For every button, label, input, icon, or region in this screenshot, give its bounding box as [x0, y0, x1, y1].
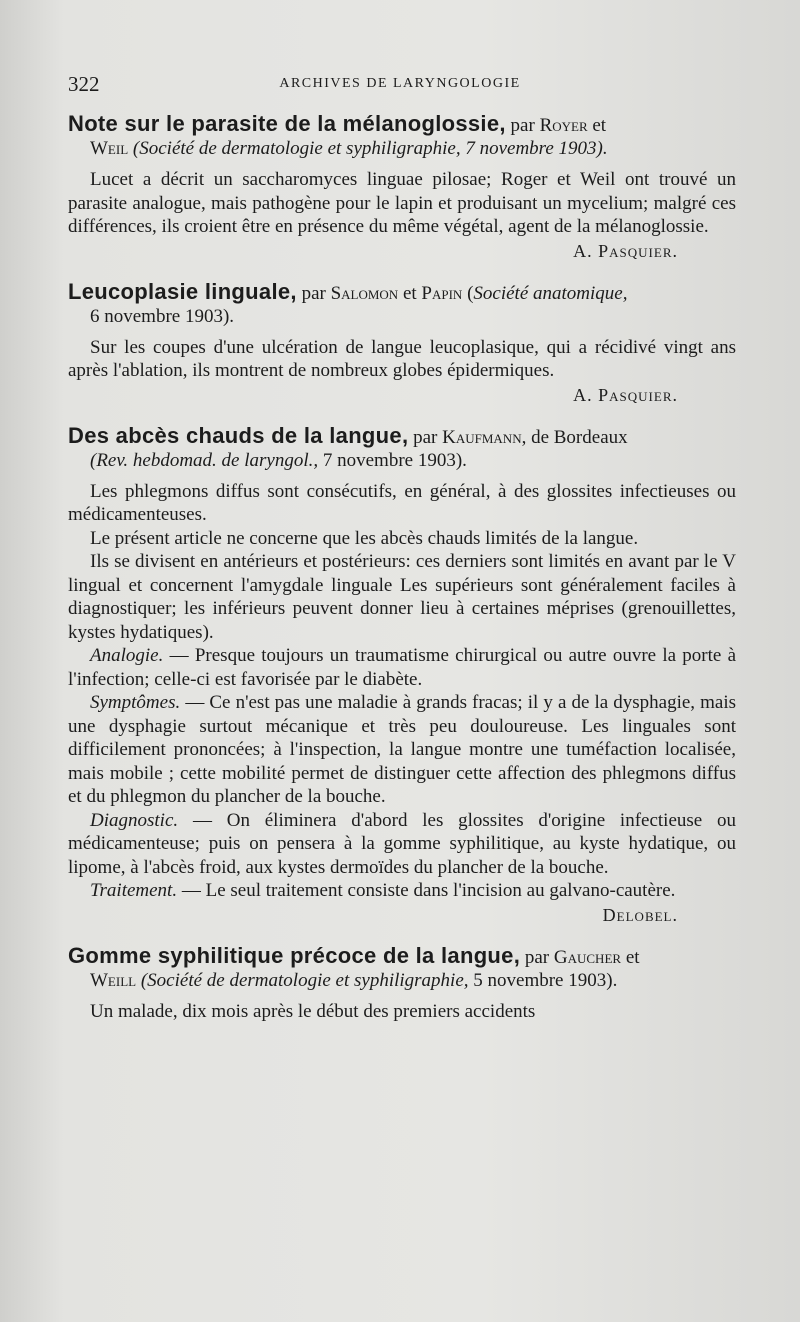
section-text: — Ce n'est pas une maladie à grands fracas; il y a de la dysphagie, mais une dysphagie surtout mécanique et très peu douloureuse. Les linguales sont difficilement prononcées; à l'inspection, la langue montre une tuméfaction localisée, mais mobile ; cette mobilité permet de distinguer cette affection des phlegmons diffus et du phlegmon du plancher de la bouche.	[68, 692, 736, 807]
article-abces-chauds	[68, 424, 736, 926]
article-leucoplasie	[68, 280, 736, 406]
article-place: de Bordeaux	[531, 426, 628, 448]
article-reference	[68, 305, 736, 328]
article-and: et	[625, 946, 640, 968]
article-paragraph: Ils se divisent en antérieurs et postérieurs: ces derniers sont limités en avant par le V lingual et concernent l'amygdale linguale Les supérieurs sont généralement faciles à diagnostiquer; les inférieurs peuvent donner lieu à certaines méprises (grenouillettes, kystes hydatiques).	[68, 551, 736, 643]
article-source: (Société de dermatologie et syphiligraphie,	[140, 969, 469, 991]
article-title: Note sur le parasite de la mélanoglossie,	[68, 111, 506, 136]
article-heading	[68, 944, 736, 969]
article-heading	[68, 280, 736, 305]
section-text: — Le seul traitement consiste dans l'incision au galvano-cautère.	[181, 880, 676, 901]
article-title: Gomme syphilitique précoce de la langue,	[68, 942, 521, 968]
article-author: Royer	[539, 115, 588, 136]
article-by: par	[510, 115, 535, 136]
article-author: Papin	[421, 282, 463, 304]
article-source: (Société de dermatologie et syphiligraphie, 7 novembre 1903).	[132, 138, 608, 159]
article-melanoglossie	[68, 112, 736, 262]
section-text: — On éliminera d'abord les glossites d'origine infectieuse ou médicamenteuse; puis on pensera à la gomme syphilitique, au kyste hydatique, ou lipome, à l'abcès froid, aux kystes dermoïdes du plancher de la bouche.	[68, 809, 736, 878]
article-heading	[68, 424, 736, 449]
article-signature: Delobel.	[602, 904, 678, 925]
page-header	[68, 72, 732, 96]
article-paragraph: Un malade, dix mois après le début des premiers accidents	[90, 1000, 536, 1022]
article-source-open: (	[467, 282, 474, 304]
running-title: ARCHIVES DE LARYNGOLOGIE	[279, 76, 521, 91]
section-text: — Presque toujours un traumatisme chirurgical ou autre ouvre la porte à l'infection; celle-ci est favorisée par le diabète.	[68, 645, 736, 690]
article-signature: A. Pasquier.	[573, 384, 678, 405]
article-author: Weill	[90, 969, 137, 991]
article-reference	[68, 137, 736, 160]
article-paragraph-labeled	[68, 809, 736, 880]
section-label: Traitement.	[90, 880, 178, 901]
section-label: Analogie.	[90, 645, 164, 666]
article-paragraph: Lucet a décrit un saccharomyces linguae pilosae; Roger et Weil ont trouvé un parasite analogue, mais pathogène pour le lapin et produisant un mycelium; malgré ces différences, ils croient être en présence du même végétal, agent de la mélanoglossie.	[68, 169, 736, 237]
article-paragraph-labeled	[68, 879, 736, 903]
section-label: Diagnostic.	[90, 809, 179, 831]
article-by: par	[301, 282, 326, 304]
page-content	[68, 112, 736, 1041]
article-author: Salomon	[330, 282, 399, 304]
article-source: (Rev. hebdomad. de laryngol.,	[90, 449, 319, 471]
article-title: Leucoplasie linguale,	[68, 278, 297, 304]
article-and: et	[592, 115, 607, 136]
section-label: Symptômes.	[90, 692, 181, 713]
article-paragraph: Les phlegmons diffus sont consécutifs, en général, à des glossites infectieuses ou médicamenteuses.	[68, 480, 736, 525]
article-source-date: 7 novembre 1903).	[322, 449, 467, 471]
article-paragraph-labeled	[68, 691, 736, 809]
article-title: Des abcès chauds de la langue,	[68, 422, 409, 448]
article-signature: A. Pasquier.	[573, 240, 678, 261]
page-number: 322	[68, 72, 100, 96]
article-paragraph-labeled	[68, 644, 736, 691]
article-author: Weil	[90, 138, 129, 159]
article-paragraph: Le présent article ne concerne que les abcès chauds limités de la langue.	[90, 527, 639, 549]
article-source-date: 6 novembre 1903).	[90, 305, 235, 327]
article-author: Kaufmann,	[442, 426, 527, 448]
article-reference	[68, 449, 736, 472]
article-by: par	[413, 426, 438, 448]
article-by: par	[524, 946, 550, 968]
article-paragraph: Sur les coupes d'une ulcération de langue leucoplasique, qui a récidivé vingt ans après l'ablation, ils montrent de nombreux globes épidermiques.	[68, 336, 736, 381]
article-source: Société anatomique,	[473, 282, 628, 304]
article-reference	[68, 969, 736, 992]
article-source-date: 5 novembre 1903).	[473, 969, 618, 991]
article-heading	[68, 112, 736, 137]
article-author: Gaucher	[553, 946, 622, 968]
article-and: et	[402, 282, 417, 304]
article-gomme-syphilitique	[68, 944, 736, 1024]
